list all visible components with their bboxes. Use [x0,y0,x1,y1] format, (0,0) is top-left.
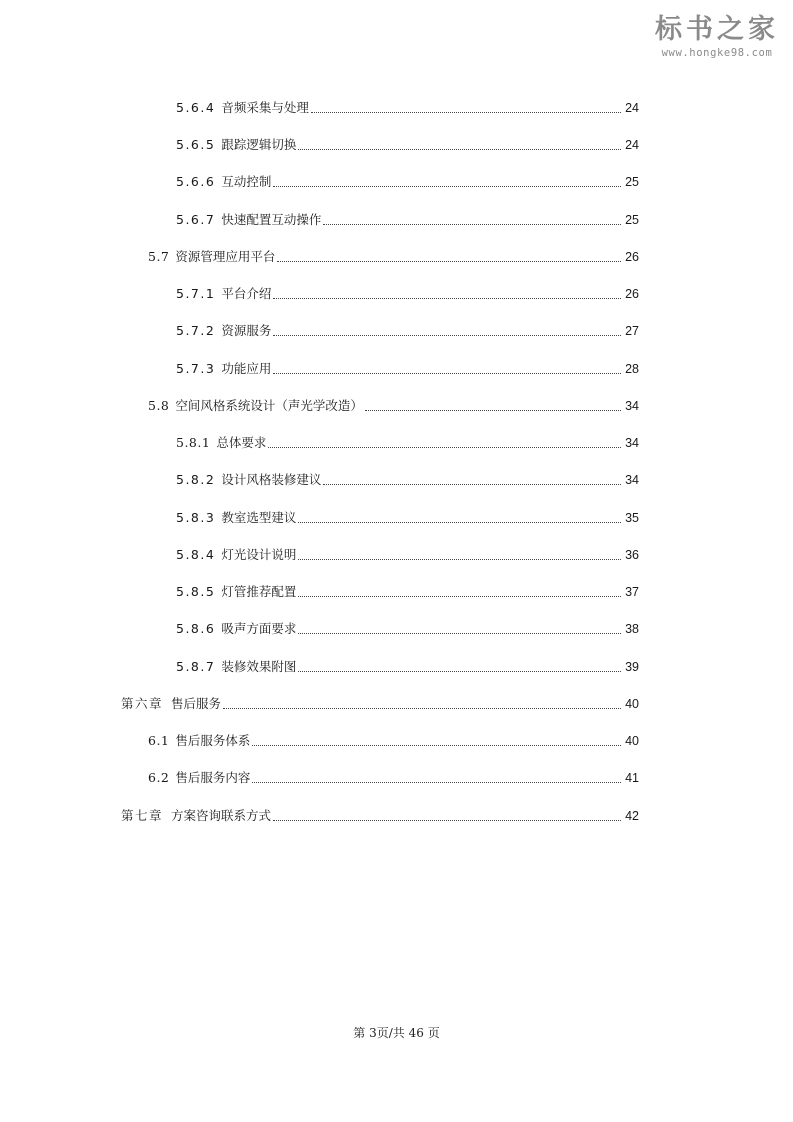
toc-entry-number: 5.7 [148,249,170,264]
toc-entry-number: 5.8.3 [176,510,216,525]
watermark-logo [647,14,787,60]
table-of-contents [0,90,793,850]
toc-entry-number: 5.6.4 [176,100,216,115]
toc-dot-leader [298,148,621,150]
toc-dot-leader [298,521,621,523]
toc-entry[interactable] [176,431,639,451]
toc-entry-number: 5.6.7 [176,212,216,227]
toc-entry-page: 35 [625,511,639,525]
toc-dot-leader [298,558,621,560]
toc-entry-page: 26 [625,287,639,301]
toc-dot-leader [273,297,621,299]
toc-entry-number: 5.8 [148,398,170,413]
toc-entry[interactable] [176,208,639,228]
toc-entry-number: 5.7.1 [176,286,216,301]
toc-entry-number: 5.7.2 [176,323,216,338]
toc-dot-leader [298,595,621,597]
toc-dot-leader [223,707,621,709]
toc-entry[interactable] [121,804,639,824]
toc-dot-leader [298,670,621,672]
toc-dot-leader [298,632,621,634]
toc-entry[interactable] [176,468,639,488]
toc-dot-leader [323,223,621,225]
toc-entry-page: 39 [625,660,639,674]
toc-entry-page: 37 [625,585,639,599]
watermark-brand: 标书之家 [655,14,779,45]
toc-entry-title: 音频采集与处理 [221,100,309,115]
toc-entry[interactable] [148,766,639,786]
toc-entry-page: 34 [625,436,639,450]
toc-entry[interactable] [176,319,639,339]
toc-dot-leader [323,483,621,485]
toc-entry[interactable] [176,655,639,675]
toc-entry-title: 跟踪逻辑切换 [221,137,297,152]
toc-entry-title: 平台介绍 [221,286,272,301]
toc-entry-title: 空间风格系统设计（声光学改造） [175,398,363,413]
toc-entry-title: 灯光设计说明 [221,547,297,562]
toc-entry-title: 灯管推荐配置 [221,584,297,599]
toc-dot-leader [277,260,621,262]
toc-entry[interactable] [148,729,639,749]
toc-entry-page: 26 [625,250,639,264]
toc-dot-leader [252,744,621,746]
toc-entry[interactable] [176,96,639,116]
toc-entry[interactable] [176,133,639,153]
toc-entry-title: 功能应用 [221,361,272,376]
toc-entry-number: 5.6.5 [176,137,216,152]
toc-entry-title: 总体要求 [216,435,267,450]
toc-entry-number: 5.8.5 [176,584,216,599]
toc-entry-title: 吸声方面要求 [221,621,297,636]
toc-entry-page: 27 [625,324,639,338]
toc-entry[interactable] [176,357,639,377]
toc-entry-number: 5.8.7 [176,659,216,674]
toc-entry-page: 42 [625,809,639,823]
toc-entry-title: 售后服务 [171,696,222,711]
toc-entry-title: 资源服务 [221,323,272,338]
toc-entry-page: 38 [625,622,639,636]
toc-entry-title: 装修效果附图 [221,659,297,674]
toc-entry-number: 6.1 [148,733,170,748]
toc-dot-leader [252,781,621,783]
toc-entry-title: 资源管理应用平台 [175,249,276,264]
toc-entry-title: 方案咨询联系方式 [171,808,272,823]
toc-entry-title: 售后服务体系 [175,733,251,748]
toc-entry-number: 6.2 [148,770,170,785]
toc-dot-leader [365,409,621,411]
toc-entry-title: 互动控制 [221,174,272,189]
toc-entry[interactable] [176,580,639,600]
toc-dot-leader [273,334,621,336]
toc-entry[interactable] [176,617,639,637]
toc-entry-page: 40 [625,697,639,711]
toc-entry-page: 36 [625,548,639,562]
toc-entry[interactable] [176,506,639,526]
toc-dot-leader [268,446,621,448]
toc-entry-page: 24 [625,138,639,152]
toc-entry-page: 25 [625,213,639,227]
toc-entry-number: 第六章 [121,696,164,711]
toc-entry-number: 5.7.3 [176,361,216,376]
toc-entry-page: 40 [625,734,639,748]
watermark-url: www.hongke98.com [661,47,773,59]
toc-entry[interactable] [176,170,639,190]
toc-entry[interactable] [148,245,639,265]
toc-entry-page: 34 [625,473,639,487]
toc-dot-leader [311,111,621,113]
toc-entry-number: 5.6.6 [176,174,216,189]
toc-entry-page: 28 [625,362,639,376]
toc-dot-leader [273,185,621,187]
toc-entry-number: 5.8.6 [176,621,216,636]
toc-dot-leader [273,372,621,374]
toc-entry[interactable] [148,394,639,414]
toc-entry-number: 5.8.4 [176,547,216,562]
toc-entry-page: 34 [625,399,639,413]
toc-entry[interactable] [176,282,639,302]
toc-entry-title: 教室选型建议 [221,510,297,525]
toc-entry-page: 41 [625,771,639,785]
toc-entry-number: 第七章 [121,808,164,823]
toc-entry-title: 设计风格装修建议 [221,472,322,487]
toc-entry-title: 快速配置互动操作 [221,212,322,227]
toc-entry[interactable] [176,543,639,563]
toc-entry-title: 售后服务内容 [175,770,251,785]
toc-entry-page: 25 [625,175,639,189]
toc-entry-page: 24 [625,101,639,115]
toc-entry-number: 5.8.1 [176,435,211,450]
toc-entry-number: 5.8.2 [176,472,216,487]
page-footer: 第 3页/共 46 页 [353,1026,440,1040]
toc-dot-leader [273,819,621,821]
toc-entry[interactable] [121,692,639,712]
